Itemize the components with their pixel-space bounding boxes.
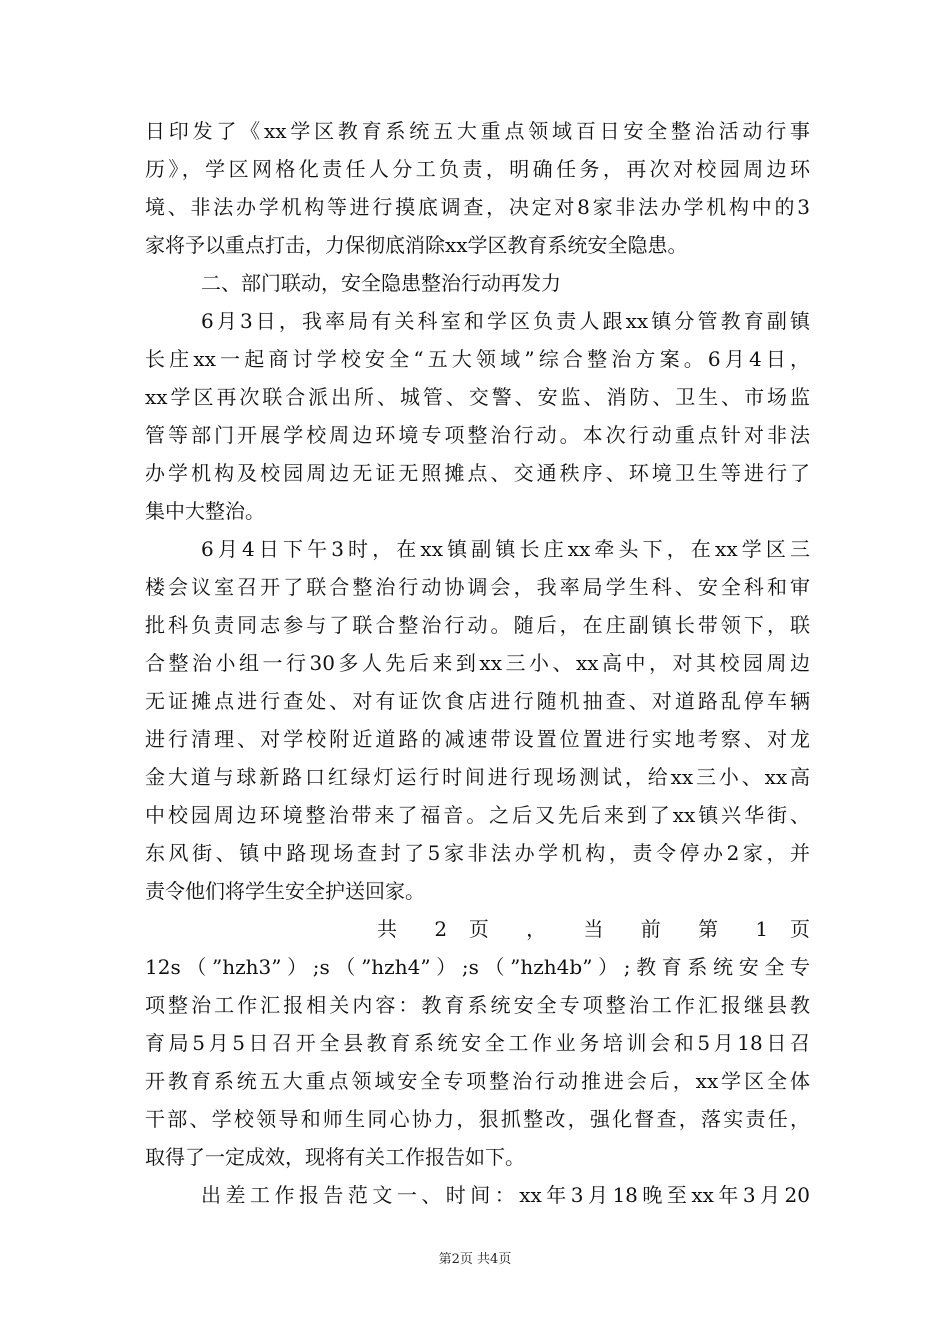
text-line: 境、非法办学机构等进行摸底调查，决定对8家非法办学机构中的3 <box>145 195 810 219</box>
text-line: 东风街、镇中路现场查封了5家非法办学机构，责令停办2家，并 <box>145 841 810 865</box>
text-line: 开教育系统五大重点领域安全专项整治行动推进会后，xx学区全体 <box>145 1069 810 1093</box>
text-line: 干部、学校领导和师生同心协力，狠抓整改，强化督查，落实责任， <box>145 1107 810 1131</box>
text-line: 进行清理、对学校附近道路的减速带设置位置进行实地考察、对龙 <box>145 727 810 751</box>
text-line: 管等部门开展学校周边环境专项整治行动。本次行动重点针对非法 <box>145 423 810 447</box>
text-line: 办学机构及校园周边无证无照摊点、交通秩序、环境卫生等进行了 <box>145 461 810 485</box>
text-line: 家将予以重点打击，力保彻底消除xx学区教育系统安全隐患。 <box>145 233 688 257</box>
text-line: 6月4日下午3时，在xx镇副镇长庄xx牵头下，在xx学区三 <box>201 537 810 561</box>
text-line: 金大道与球新路口红绿灯运行时间进行现场测试，给xx三小、xx高 <box>145 765 810 789</box>
text-line: 育局5月5日召开全县教育系统安全工作业务培训会和5月18日召 <box>145 1031 810 1055</box>
text-line: 合整治小组一行30多人先后来到xx三小、xx高中，对其校园周边 <box>145 651 810 675</box>
text-line: 楼会议室召开了联合整治行动协调会，我率局学生科、安全科和审 <box>145 575 810 599</box>
text-line: 无证摊点进行查处、对有证饮食店进行随机抽查、对道路乱停车辆 <box>145 689 810 713</box>
document-body <box>145 112 810 1214</box>
text-line: 中校园周边环境整治带来了福音。之后又先后来到了xx镇兴华街、 <box>145 803 810 827</box>
text-line: 长庄xx一起商讨学校安全“五大领域”综合整治方案。6月4日， <box>145 347 810 371</box>
text-line: 出差工作报告范文一、时间：xx年3月18晚至xx年3月20 <box>201 1183 810 1207</box>
text-line: 项整治工作汇报相关内容：教育系统安全专项整治工作汇报继县教 <box>145 993 810 1017</box>
text-line: 取得了一定成效，现将有关工作报告如下。 <box>145 1145 525 1169</box>
page-footer <box>0 1248 950 1267</box>
text-line: 集中大整治。 <box>145 499 265 523</box>
text-line: 12s（”hzh3”）;s（”hzh4”）;s（”hzh4b”）;教育系统安全专 <box>145 955 810 979</box>
page-number: 第2页 共4页 <box>438 1252 512 1267</box>
text-line: 历》，学区网格化责任人分工负责，明确任务，再次对校园周边环 <box>145 157 810 181</box>
page-count-line: 共 2 页 ， 当 前 第 1 页 <box>377 917 810 941</box>
text-line: 6月3日，我率局有关科室和学区负责人跟xx镇分管教育副镇 <box>201 309 810 333</box>
text-line: 责令他们将学生安全护送回家。 <box>145 879 425 903</box>
text-line: 日印发了《xx学区教育系统五大重点领域百日安全整治活动行事 <box>145 119 810 143</box>
section-heading: 二、部门联动，安全隐患整治行动再发力 <box>201 271 561 295</box>
text-line: 批科负责同志参与了联合整治行动。随后，在庄副镇长带领下，联 <box>145 613 810 637</box>
text-line: xx学区再次联合派出所、城管、交警、安监、消防、卫生、市场监 <box>145 385 810 409</box>
